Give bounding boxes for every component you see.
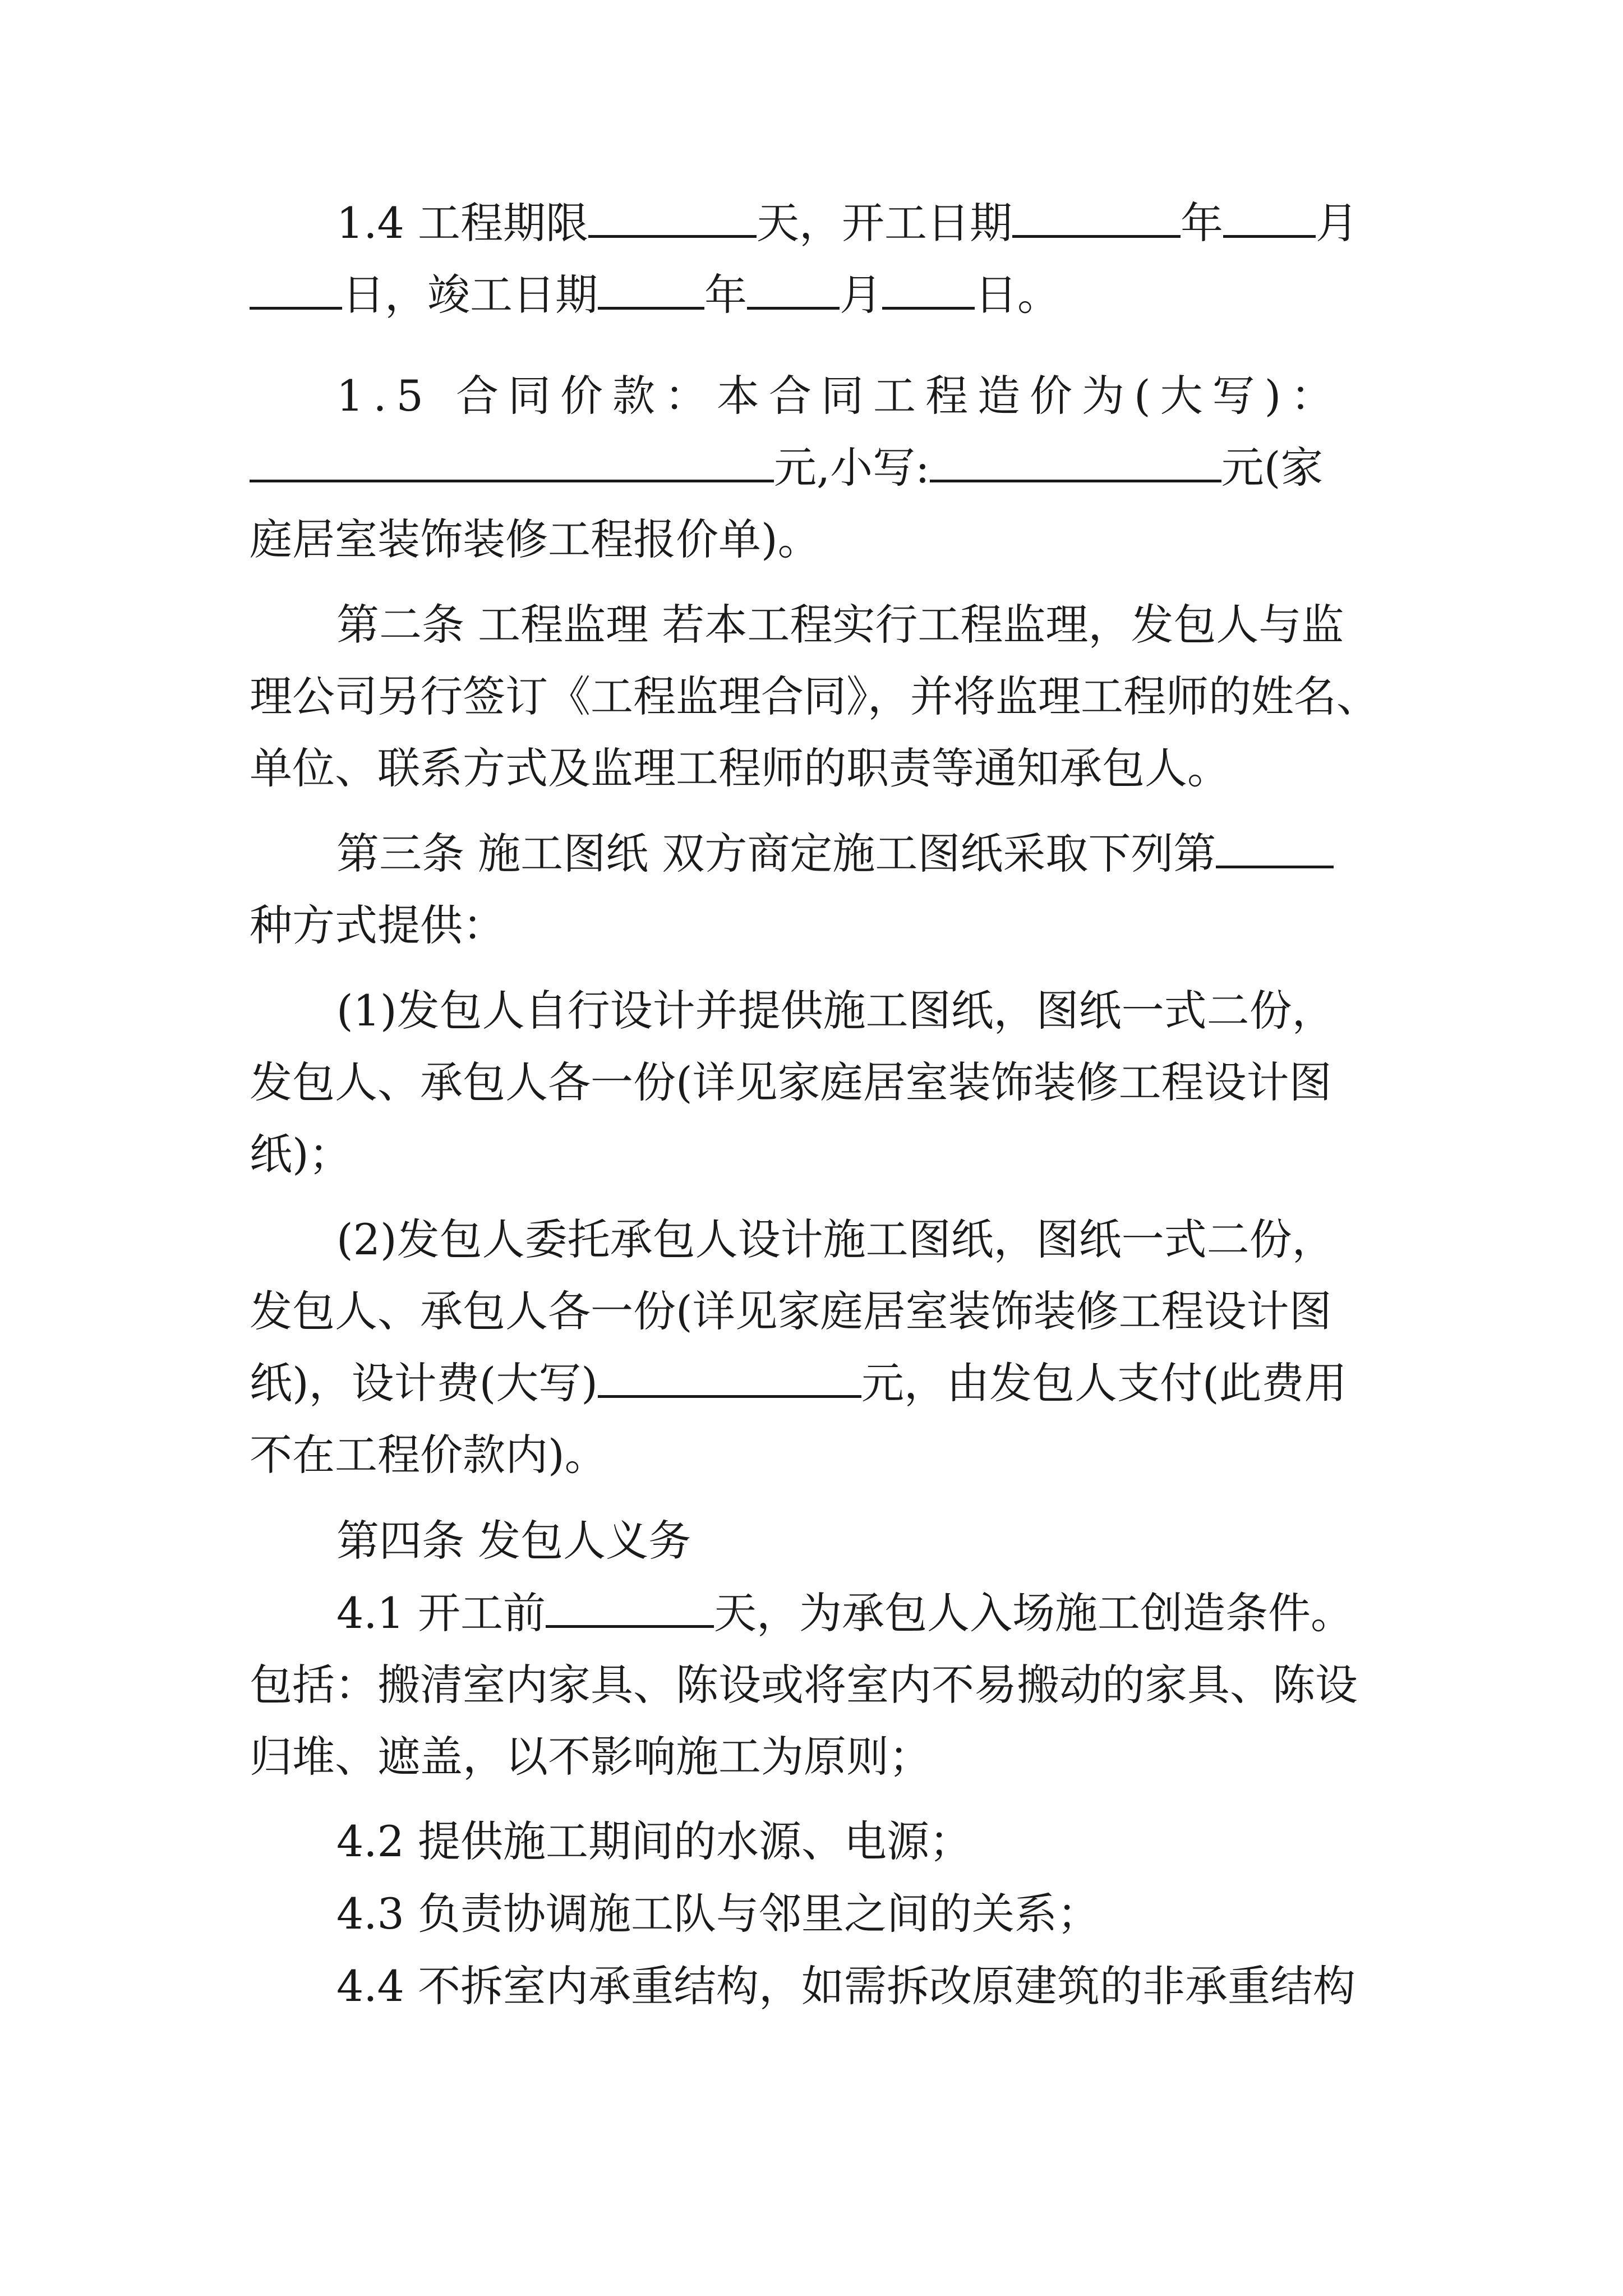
clause-line: 纸)，设计费(大写) 元，由发包人支付(此费用	[250, 1355, 1382, 1411]
clause-line: 日，竣工日期 年 月 日。	[250, 267, 1382, 323]
clause-4-3	[250, 1886, 1382, 1942]
clause-line: 4.3 负责协调施工队与邻里之间的关系；	[336, 1889, 1100, 1939]
clause-line: 单位、联系方式及监理工程师的职责等通知承包人。	[250, 743, 1230, 793]
clause-line: 纸)；	[250, 1129, 352, 1179]
clause-1-4	[250, 195, 1382, 323]
blank-end-month[interactable]	[747, 268, 840, 310]
clause-4-1	[250, 1585, 1382, 1785]
blank-end-day[interactable]	[882, 268, 975, 310]
clause-4-2	[250, 1814, 1382, 1870]
blank-prep-days[interactable]	[546, 1586, 714, 1628]
blank-start-year[interactable]	[1012, 196, 1181, 238]
clause-line: 理公司另行签订《工程监理合同》，并将监理工程师的姓名、	[250, 671, 1379, 721]
blank-design-fee[interactable]	[598, 1356, 861, 1398]
clause-line: 4.1 开工前 天，为承包人入场施工创造条件。	[250, 1585, 1382, 1641]
clause-line: 发包人、承包人各一份(详见家庭居室装饰装修工程设计图	[250, 1057, 1332, 1107]
clause-line: 1.4 工程期限 天，开工日期 年 月	[250, 195, 1382, 251]
clause-line: (1)发包人自行设计并提供施工图纸，图纸一式二份，	[336, 986, 1335, 1036]
article-3-option-1	[250, 983, 1382, 1182]
blank-end-year-spacer[interactable]	[598, 268, 704, 310]
article-heading: 第四条 发包人义务	[336, 1516, 691, 1566]
clause-line: 第二条 工程监理 若本工程实行工程监理，发包人与监	[336, 600, 1344, 650]
clause-1-5	[250, 368, 1382, 568]
clause-line: 庭居室装饰装修工程报价单)。	[250, 514, 820, 564]
article-3-option-2	[250, 1212, 1382, 1483]
blank-price-numeric[interactable]	[930, 440, 1221, 482]
blank-drawing-option[interactable]	[1216, 826, 1334, 868]
article-3	[250, 826, 1382, 954]
clause-line: 第三条 施工图纸 双方商定施工图纸采取下列第	[250, 826, 1382, 882]
blank-start-day[interactable]	[250, 268, 342, 310]
clause-line: 元,小写: 元(家	[250, 440, 1382, 496]
clause-line: 4.2 提供施工期间的水源、电源；	[336, 1816, 972, 1866]
clause-line: 发包人、承包人各一份(详见家庭居室装饰装修工程设计图	[250, 1286, 1332, 1336]
blank-price-capital[interactable]	[250, 440, 774, 482]
article-4	[250, 1513, 1382, 1569]
clause-line: 归堆、遮盖，以不影响施工为原则；	[250, 1732, 932, 1782]
clause-4-4	[250, 1958, 1382, 2014]
clause-line: 不在工程价款内)。	[250, 1430, 607, 1480]
article-2	[250, 597, 1382, 797]
blank-duration-days[interactable]	[588, 196, 757, 238]
blank-start-month[interactable]	[1223, 196, 1316, 238]
clause-line: 包括：搬清室内家具、陈设或将室内不易搬动的家具、陈设	[250, 1660, 1358, 1710]
clause-line: 4.4 不拆室内承重结构，如需拆改原建筑的非承重结构	[336, 1961, 1356, 2011]
clause-line: 种方式提供：	[250, 900, 505, 950]
clause-line: (2)发包人委托承包人设计施工图纸，图纸一式二份，	[336, 1214, 1335, 1264]
clause-line: 1.5 合同价款：本合同工程造价为(大写)：	[336, 371, 1343, 421]
